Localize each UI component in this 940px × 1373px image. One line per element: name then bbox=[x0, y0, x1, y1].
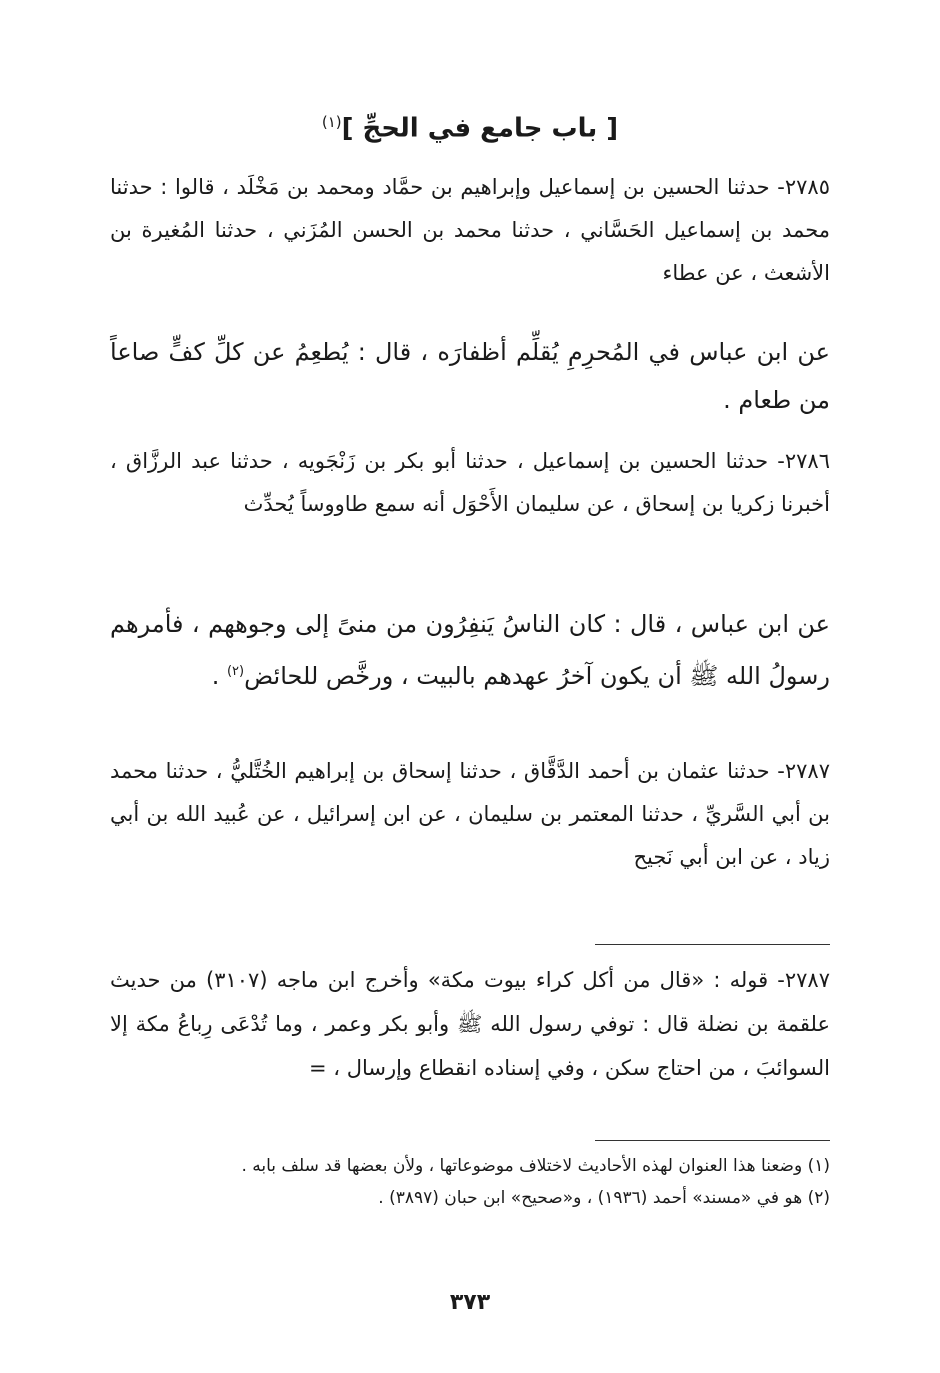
hadith-2786-matn-text: عن ابن عباس ، قال : كان الناسُ يَنفِرُون من منىً إلى وجوههم ، فأمرهم رسولُ الله ﷺ أن يكون آخرُ عهدهم بالبيت ، ورخَّص للحائض bbox=[110, 610, 830, 690]
hadith-2786-matn-end: . bbox=[211, 662, 227, 690]
commentary-2787: ٢٧٨٧- قوله : «قال من أكل كراء بيوت مكة» وأخرج ابن ماجه (٣١٠٧) من حديث علقمة بن نضلة قال : توفي رسول الله ﷺ وأبو بكر وعمر ، وما تُدْعَى رِباعُ مكة إلا السوائبَ ، من احتاج سكن ، وفي إسناده انقطاع وإرسال ، = bbox=[110, 968, 830, 1080]
chapter-title-ref: (١) bbox=[321, 113, 342, 131]
footnotes bbox=[110, 1150, 830, 1214]
footnote-1: (١) وضعنا هذا العنوان لهذه الأحاديث لاختلاف موضوعاتها ، ولأن بعضها قد سلف بابه . bbox=[241, 1156, 830, 1176]
commentary-divider bbox=[595, 944, 830, 945]
chapter-title-text: [ باب جامع في الحجِّ ] bbox=[341, 113, 619, 144]
hadith-2785-matn: عن ابن عباس في المُحرِمِ يُقلِّم أظفارَه ، قال : يُطعِمُ عن كلِّ كفٍّ صاعاً من طعام . bbox=[110, 338, 830, 414]
page-number: ٣٧٣ bbox=[449, 1290, 491, 1315]
chapter-title bbox=[110, 100, 830, 151]
book-page bbox=[110, 0, 830, 1373]
footnote-2: (٢) هو في «مسند» أحمد (١٩٣٦) ، و«صحيح» ابن حبان (٣٨٩٧) . bbox=[378, 1188, 830, 1208]
hadith-2786-footnote-ref: (٢) bbox=[226, 664, 245, 679]
hadith-2785-isnad: ٢٧٨٥- حدثنا الحسين بن إسماعيل وإبراهيم بن حمَّاد ومحمد بن مَخْلَد ، قالوا : حدثنا محمد بن إسماعيل الحَسَّاني ، حدثنا محمد بن الحسن المُزَني ، حدثنا المُغيرة بن الأشعث ، عن عطاء bbox=[110, 175, 830, 285]
hadith-2786-matn bbox=[110, 600, 830, 700]
hadith-2786-isnad: ٢٧٨٦- حدثنا الحسين بن إسماعيل ، حدثنا أبو بكر بن زَنْجَويه ، حدثنا عبد الرزَّاق ، أخبرنا زكريا بن إسحاق ، عن سليمان الأَحْوَل أنه سمع طاووساً يُحدِّث bbox=[110, 449, 830, 516]
footnotes-divider bbox=[595, 1140, 830, 1141]
hadith-2787-isnad: ٢٧٨٧- حدثنا عثمان بن أحمد الدَّقَّاق ، حدثنا إسحاق بن إبراهيم الخُتَّليُّ ، حدثنا محمد بن أبي السَّريِّ ، حدثنا المعتمر بن سليمان ، عن ابن إسرائيل ، عن عُبيد الله بن أبي زياد ، عن ابن أبي نَجيح bbox=[110, 759, 830, 869]
